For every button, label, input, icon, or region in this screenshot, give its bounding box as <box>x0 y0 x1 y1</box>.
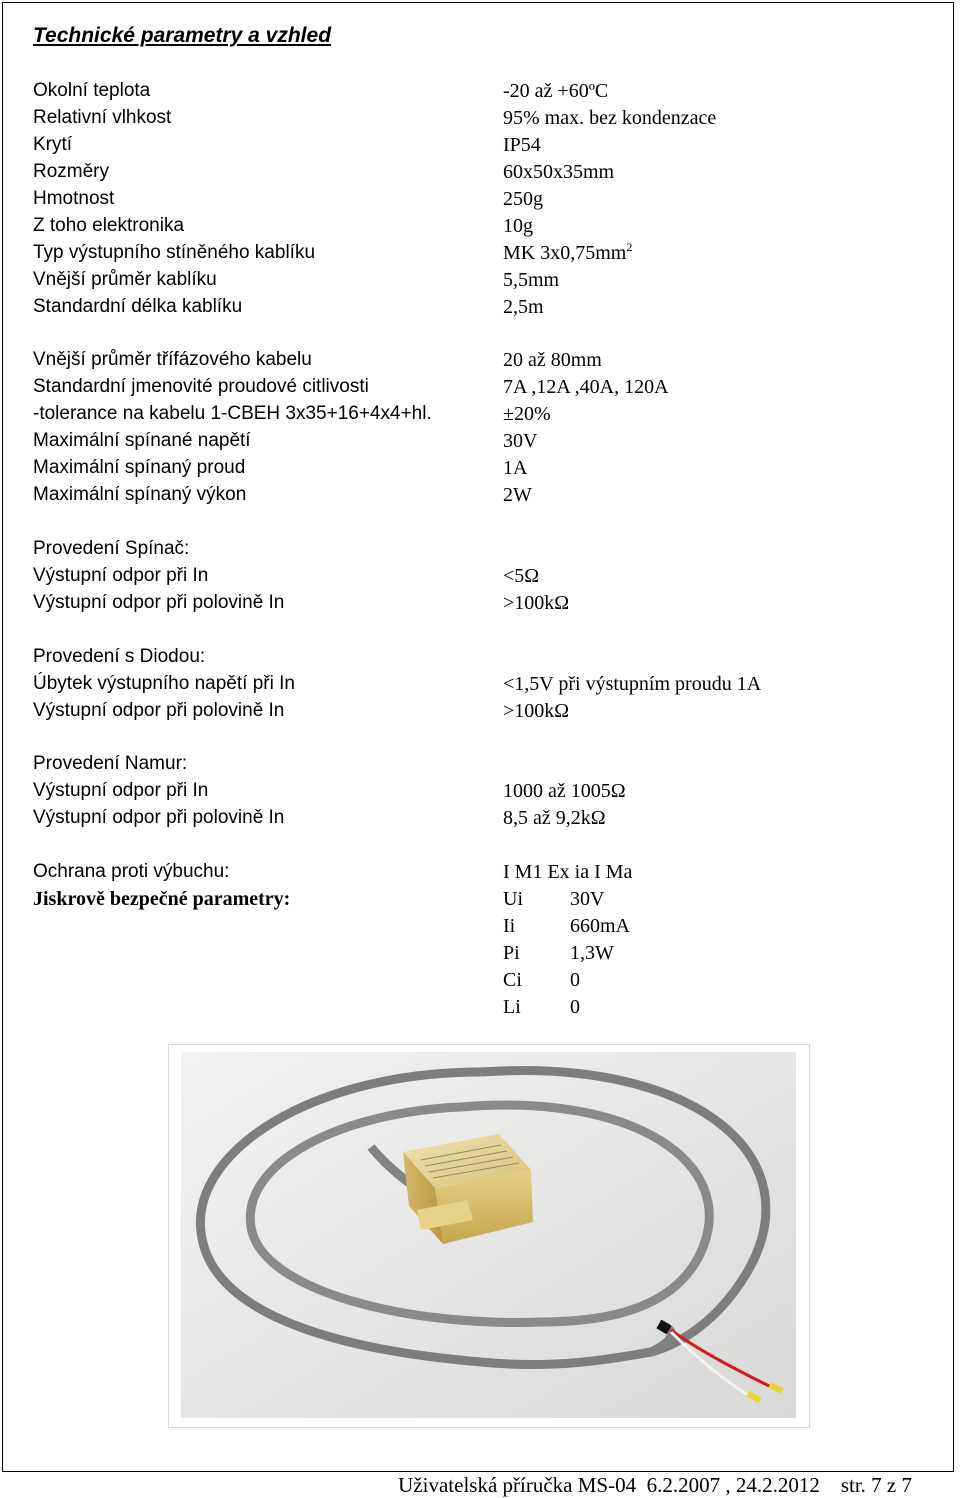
variant-heading: Provedení Namur: <box>33 753 188 774</box>
param-label: Výstupní odpor při polovině In <box>33 700 285 721</box>
param-value: 5,5mm <box>503 269 560 291</box>
param-label: Výstupní odpor při polovině In <box>33 592 285 613</box>
footer-manual: Uživatelská příručka MS-04 <box>398 1473 637 1497</box>
explosion-label: Ochrana proti výbuchu: <box>33 861 230 882</box>
param-label: -tolerance na kabelu 1-CBEH 3x35+16+4x4+hl. <box>33 403 432 424</box>
param-value <box>503 242 632 264</box>
param-label: Maximální spínaný výkon <box>33 484 247 505</box>
param-label: Relativní vlhkost <box>33 107 172 128</box>
param-label: Vnější průměr kablíku <box>33 269 217 290</box>
param-label: Maximální spínaný proud <box>33 457 246 478</box>
param-label: Výstupní odpor při polovině In <box>33 807 285 828</box>
footer-page: str. 7 z 7 <box>840 1473 912 1497</box>
param-value: ±20% <box>503 403 551 425</box>
variant-heading: Provedení Spínač: <box>33 538 190 559</box>
param-label: Typ výstupního stíněného kablíku <box>33 242 316 263</box>
safety-param-symbol: Ci <box>503 969 522 991</box>
param-value: -20 až +60ºC <box>503 80 609 102</box>
safety-param-value: 660mA <box>570 915 630 937</box>
param-value: IP54 <box>503 134 541 156</box>
variant-heading: Provedení s Diodou: <box>33 646 206 667</box>
safety-param-value: 0 <box>570 969 580 991</box>
param-label: Okolní teplota <box>33 80 151 101</box>
param-label: Standardní délka kablíku <box>33 296 243 317</box>
safety-param-symbol: Ui <box>503 888 523 910</box>
explosion-value: I M1 Ex ia I Ma <box>503 861 633 883</box>
param-value-text: MK 3x0,75mm <box>503 242 627 264</box>
param-value: 10g <box>503 215 533 237</box>
product-photo <box>181 1052 796 1418</box>
superscript: 2 <box>626 240 633 254</box>
param-value: 2W <box>503 484 532 506</box>
param-value: 1000 až 1005Ω <box>503 780 626 802</box>
safety-param-symbol: Li <box>503 996 521 1018</box>
param-label: Výstupní odpor při In <box>33 565 209 586</box>
safety-param-symbol: Pi <box>503 942 520 964</box>
page-footer <box>398 1473 912 1498</box>
param-value: 20 až 80mm <box>503 349 602 371</box>
param-value: 60x50x35mm <box>503 161 615 183</box>
safety-param-value: 30V <box>570 888 605 910</box>
param-value: 95% max. bez kondenzace <box>503 107 717 129</box>
param-label: Hmotnost <box>33 188 115 209</box>
param-label: Standardní jmenovité proudové citlivosti <box>33 376 369 397</box>
param-value: 30V <box>503 430 538 452</box>
param-value: 250g <box>503 188 543 210</box>
safety-param-value: 1,3W <box>570 942 614 964</box>
param-label: Výstupní odpor při In <box>33 780 209 801</box>
param-value: 2,5m <box>503 296 544 318</box>
param-value: 7A ,12A ,40A, 120A <box>503 376 669 398</box>
param-label: Z toho elektronika <box>33 215 185 236</box>
param-label: Vnější průměr třífázového kabelu <box>33 349 312 370</box>
safety-param-symbol: Ii <box>503 915 516 937</box>
safety-params-label: Jiskrově bezpečné parametry: <box>33 888 291 910</box>
param-label: Rozměry <box>33 161 110 182</box>
param-value: >100kΩ <box>503 592 570 614</box>
section-title: Technické parametry a vzhled <box>33 24 332 47</box>
param-value: 1A <box>503 457 528 479</box>
safety-param-value: 0 <box>570 996 580 1018</box>
param-value: >100kΩ <box>503 700 570 722</box>
param-value: 8,5 až 9,2kΩ <box>503 807 606 829</box>
param-label: Maximální spínané napětí <box>33 430 251 451</box>
param-label: Krytí <box>33 134 73 155</box>
footer-dates: 6.2.2007 , 24.2.2012 <box>646 1473 820 1497</box>
param-value: <1,5V při výstupním proudu 1A <box>503 673 762 695</box>
param-label: Úbytek výstupního napětí při In <box>33 673 295 694</box>
param-value: <5Ω <box>503 565 540 587</box>
